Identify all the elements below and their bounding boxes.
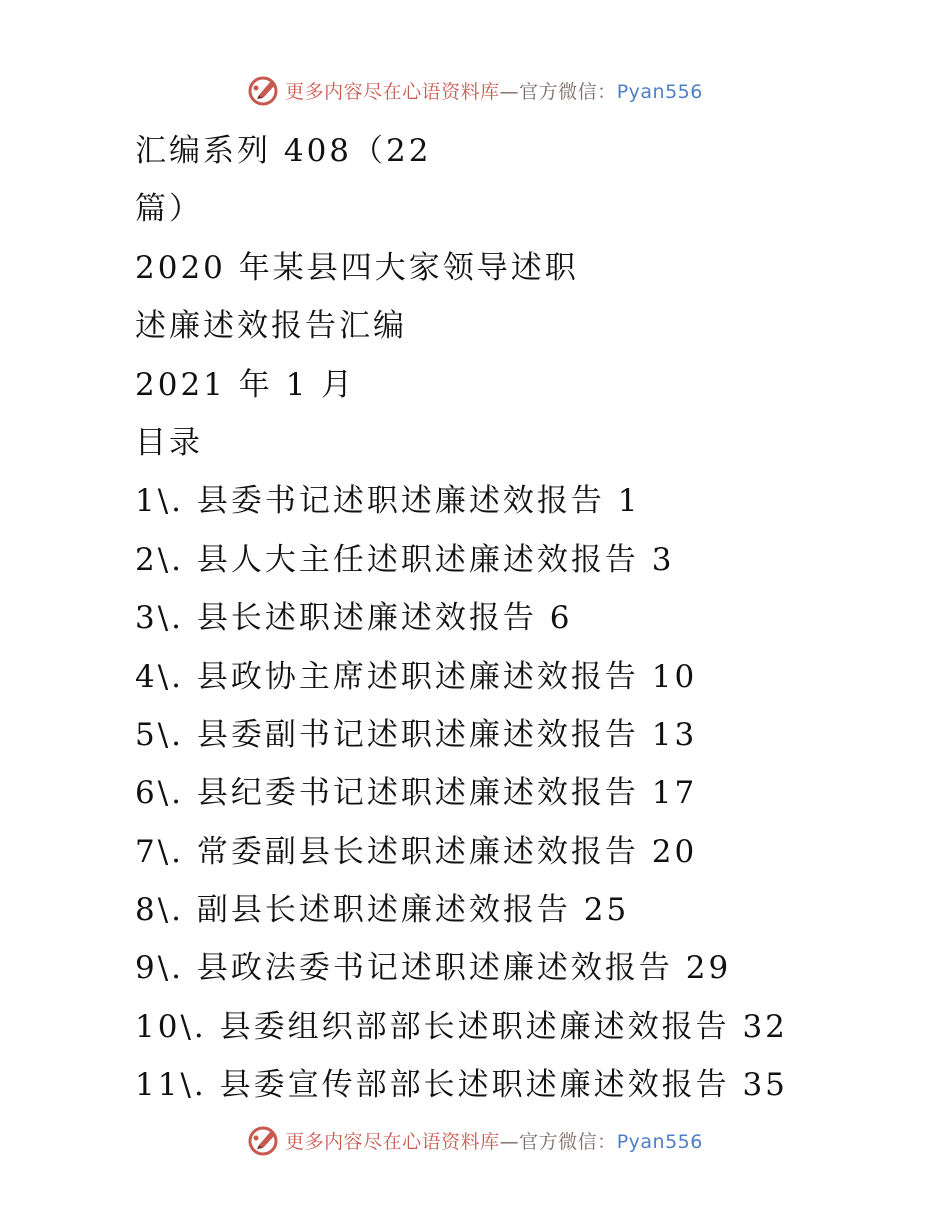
banner-account: Pyan556: [616, 80, 703, 103]
toc-entry-8: 8\. 副县长述职述廉述效报告 25: [135, 892, 630, 929]
pen-nib-logo-icon: [247, 73, 281, 107]
title-line-3: 2020 年某县四大家领导述职: [135, 249, 579, 286]
header-watermark-banner: [0, 70, 950, 110]
toc-entry-11: 11\. 县委宣传部部长述职述廉述效报告 35: [135, 1067, 788, 1104]
toc-entry-1: 1\. 县委书记述职述廉述效报告 1: [135, 483, 641, 520]
toc-entry-7: 7\. 常委副县长述职述廉述效报告 20: [135, 833, 698, 870]
banner-official-label: 官方微信：: [519, 80, 617, 103]
banner-account: Pyan556: [616, 1130, 703, 1153]
toc-entry-4: 4\. 县政协主席述职述廉述效报告 10: [135, 658, 698, 695]
banner-main-text: 更多内容尽在心语资料库: [285, 80, 500, 103]
toc-entry-3: 3\. 县长述职述廉述效报告 6: [135, 600, 573, 637]
banner-official-label: 官方微信：: [519, 1130, 617, 1153]
toc-heading: 目录: [135, 424, 203, 461]
title-line-1: 汇编系列 408（22: [135, 133, 432, 169]
title-line-2: 篇）: [135, 191, 203, 228]
toc-entry-2: 2\. 县人大主任述职述廉述效报告 3: [135, 541, 675, 578]
banner-separator: —: [499, 80, 520, 103]
date-line: 2021 年 1 月: [135, 366, 356, 403]
banner-separator: —: [499, 1130, 520, 1153]
document-body: [135, 122, 915, 1115]
title-line-4: 述廉述效报告汇编: [135, 308, 407, 345]
toc-entry-6: 6\. 县纪委书记述职述廉述效报告 17: [135, 775, 698, 812]
banner-main-text: 更多内容尽在心语资料库: [285, 1130, 500, 1153]
pen-nib-logo-icon: [247, 1123, 281, 1157]
toc-entry-9: 9\. 县政法委书记述职述廉述效报告 29: [135, 950, 732, 987]
toc-entry-5: 5\. 县委副书记述职述廉述效报告 13: [135, 716, 698, 753]
toc-entry-10: 10\. 县委组织部部长述职述廉述效报告 32: [135, 1008, 788, 1045]
footer-watermark-banner: [0, 1120, 950, 1160]
